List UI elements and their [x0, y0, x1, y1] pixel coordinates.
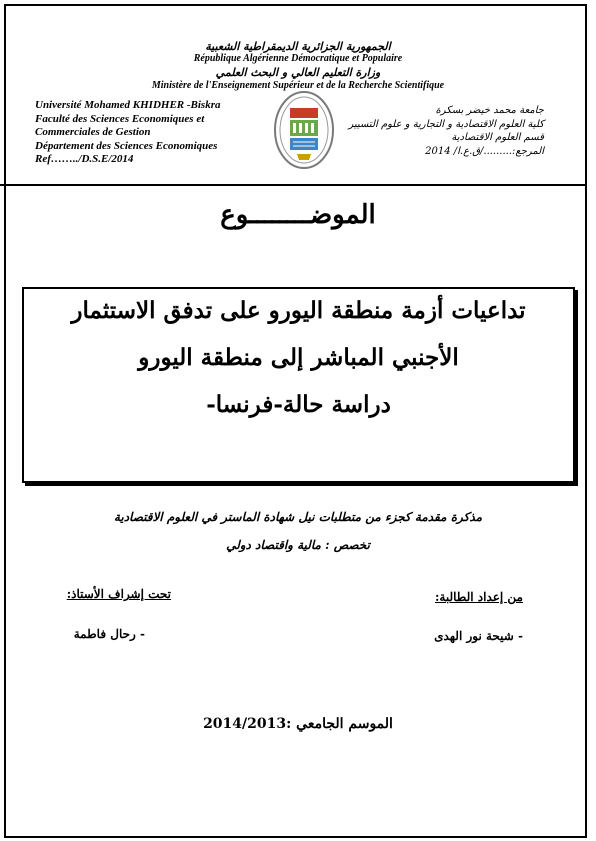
reference-fr: Ref……../D.S.E/2014 — [35, 153, 134, 165]
supervisor-label: تحت إشراف الأستاذ: — [66, 587, 171, 601]
department-name-ar: قسم العلوم الاقتصادية — [451, 132, 544, 143]
university-name-fr: Université Mohamed KHIDHER -Biskra — [35, 99, 221, 111]
faculty-name-ar: كلية العلوم الاقتصادية و التجارية و علوم التسيير — [348, 118, 544, 130]
supervisor-name: - رحال فاطمة — [73, 627, 145, 641]
student-name: - شيحة نور الهدى — [434, 629, 523, 643]
subject-heading: الموضــــــــوع — [220, 200, 376, 230]
faculty-name-fr-line1: Faculté des Sciences Economiques et — [35, 112, 205, 125]
thesis-title-line1: تداعيات أزمة منطقة اليورو على تدفق الاستثمار — [71, 297, 526, 324]
university-name-ar: جامعة محمد خيضر بسكرة — [435, 105, 544, 116]
academic-season: الموسم الجامعي :2014/2013 — [203, 716, 393, 732]
header-separator — [0, 184, 586, 186]
thesis-title-line2: الأجنبي المباشر إلى منطقة اليورو — [138, 344, 459, 371]
university-info-french — [35, 99, 265, 167]
memo-statement: مذكرة مقدمة كجزء من متطلبات نيل شهادة الماستر في العلوم الاقتصادية — [113, 510, 483, 524]
university-info-arabic — [304, 104, 544, 158]
student-label: من إعداد الطالبة: — [434, 590, 523, 604]
ministry-french: Ministère de l'Enseignement Supérieur et de la Recherche Scientifique — [151, 80, 445, 91]
thesis-title-line3: دراسة حالة-فرنسا- — [206, 391, 391, 418]
department-name-fr: Département des Sciences Economiques — [35, 139, 218, 152]
ministry-arabic: وزارة التعليم العالي و البحث العلمي — [215, 66, 381, 79]
faculty-name-fr-line2: Commerciales de Gestion — [35, 126, 151, 138]
reference-ar: المرجع:........./ق.ع.ا/ 2014 — [425, 145, 544, 157]
republic-arabic: الجمهورية الجزائرية الديمقراطية الشعبية — [205, 40, 391, 53]
republic-french: République Algérienne Démocratique et Populaire — [193, 53, 403, 64]
specialty: تخصص : مالية واقتصاد دولي — [226, 538, 370, 552]
